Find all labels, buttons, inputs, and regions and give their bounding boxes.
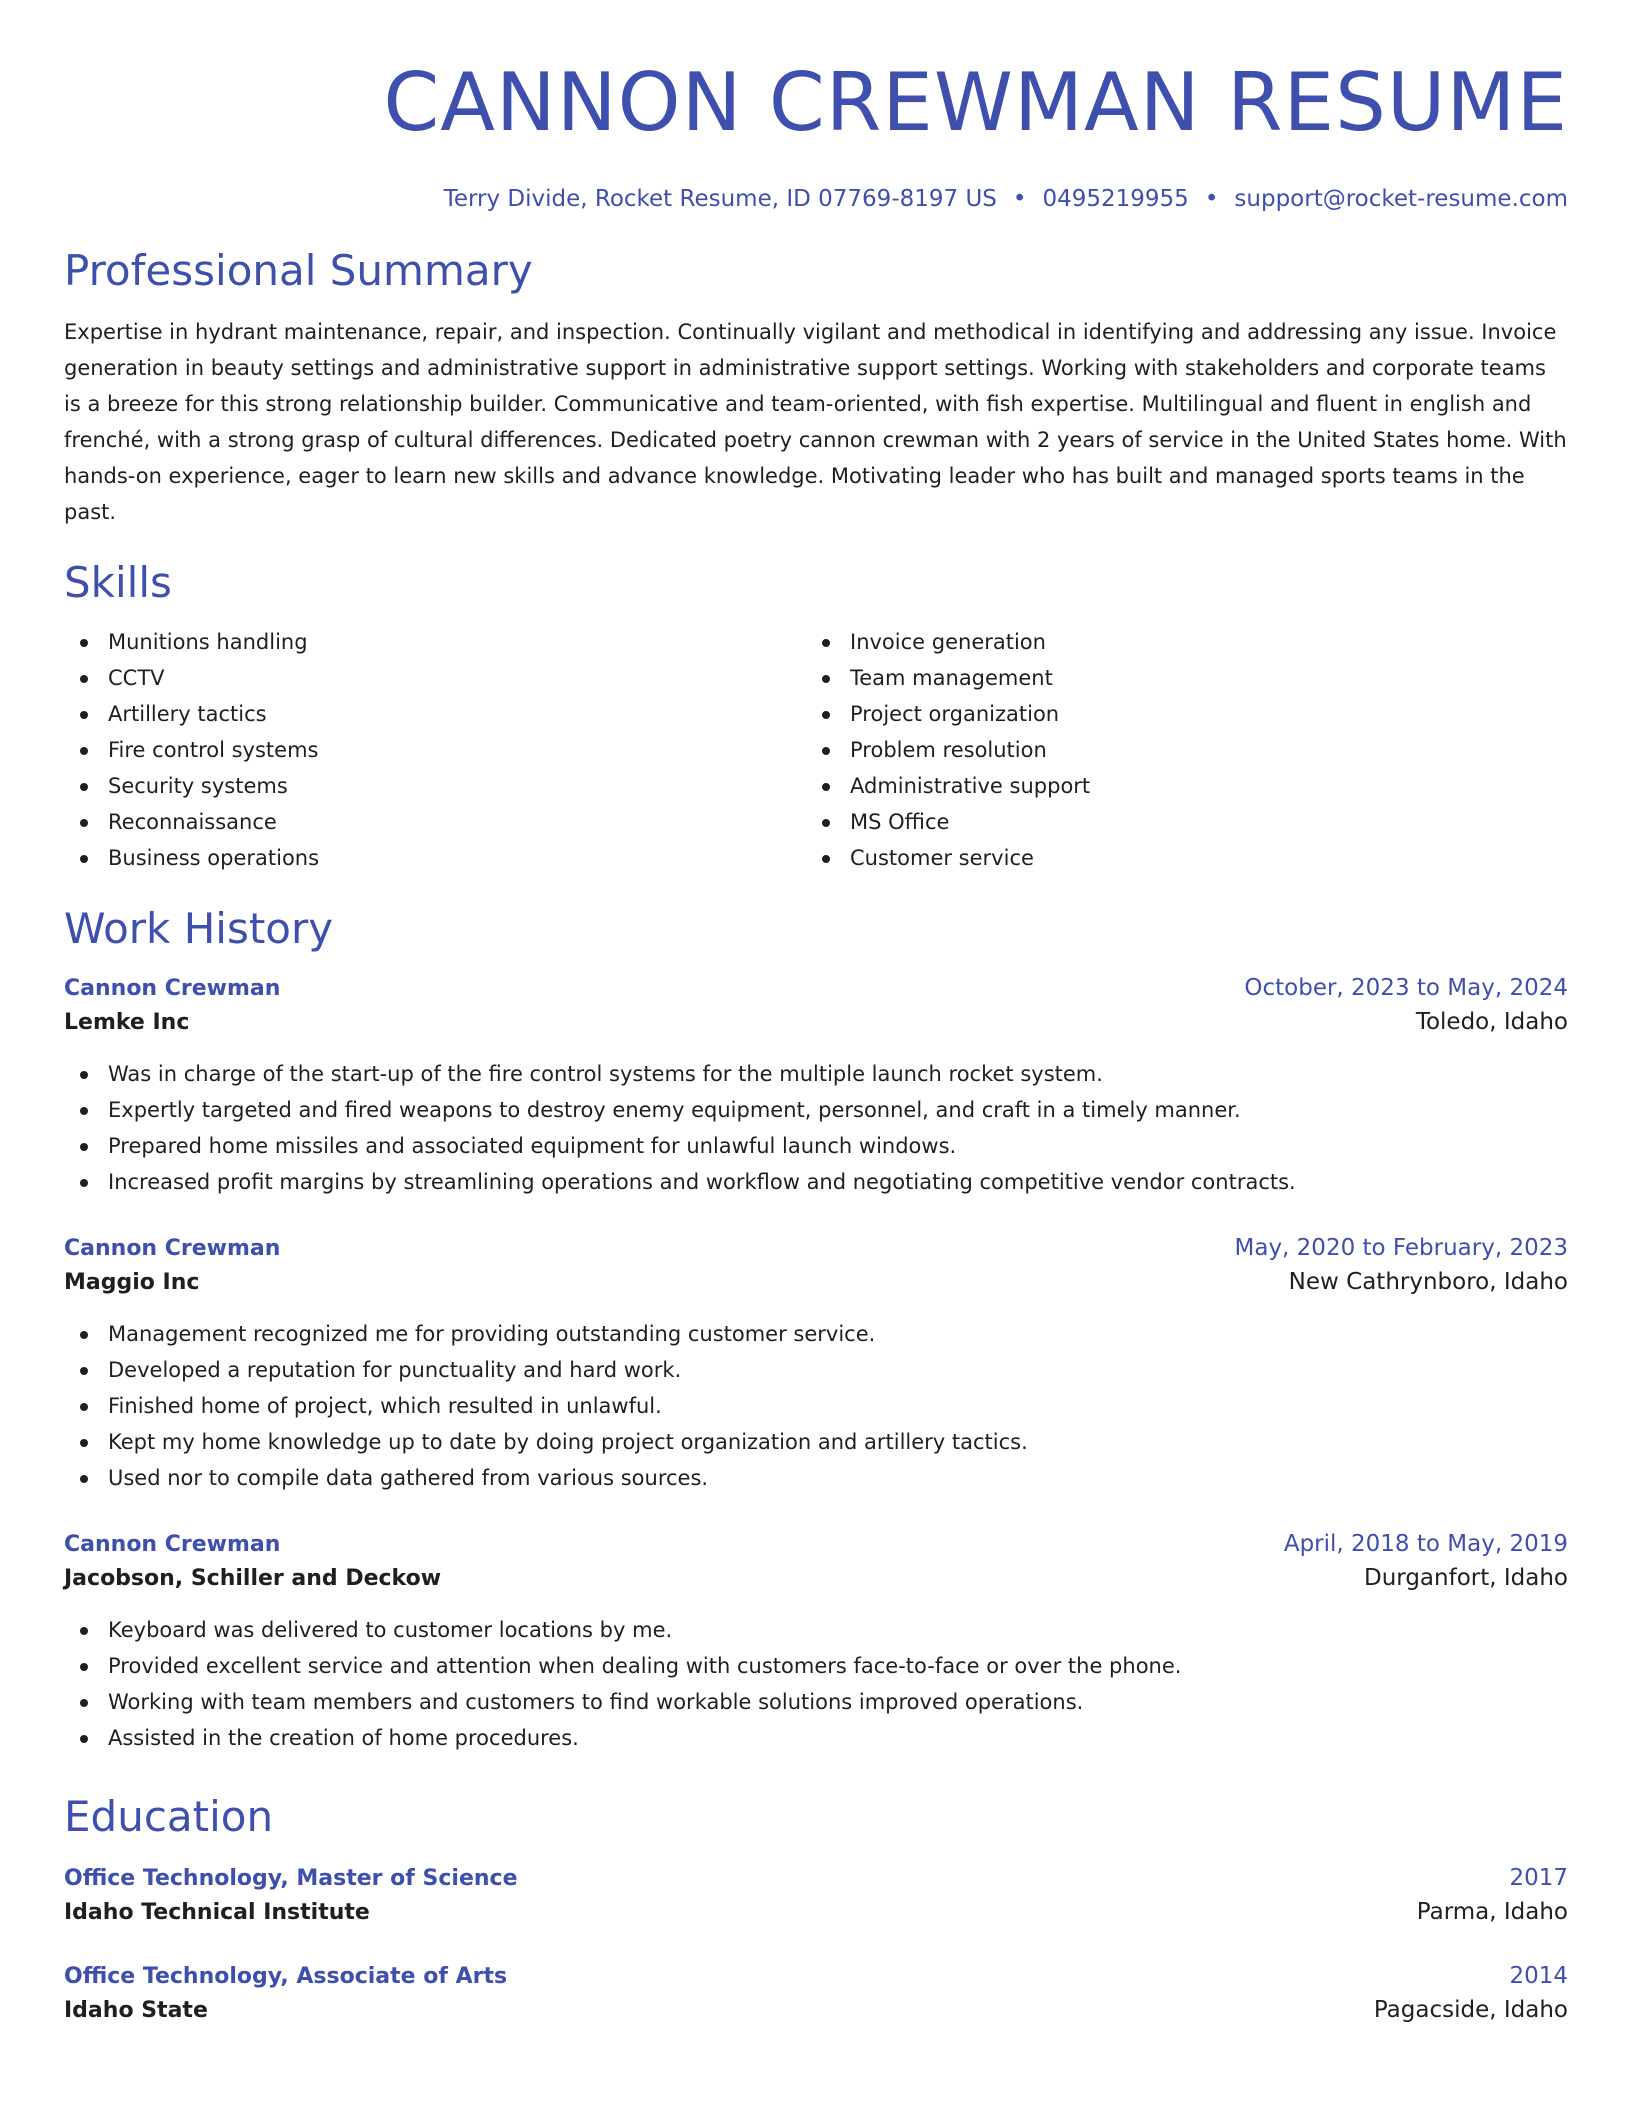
- job-dates: April, 2018 to May, 2019: [1283, 1531, 1568, 1557]
- education-entry: [64, 1862, 1568, 1930]
- job-dates: October, 2023 to May, 2024: [1244, 975, 1568, 1001]
- job-bullet: Prepared home missiles and associated equipment for unlawful launch windows.: [64, 1128, 1568, 1164]
- job-bullet: Assisted in the creation of home procedures.: [64, 1720, 1568, 1756]
- skill-item: Artillery tactics: [64, 696, 806, 732]
- job-bullet: Kept my home knowledge up to date by doing project organization and artillery tactics.: [64, 1424, 1568, 1460]
- skill-item: Munitions handling: [64, 624, 806, 660]
- skill-item: CCTV: [64, 660, 806, 696]
- contact-separator: •: [1204, 186, 1219, 212]
- skill-item: Reconnaissance: [64, 804, 806, 840]
- job-company: Lemke Inc: [64, 1010, 190, 1035]
- skills-heading: Skills: [64, 558, 172, 607]
- education-location: Pagacside, Idaho: [1373, 1997, 1568, 2023]
- job-entry: [64, 1528, 1568, 1756]
- job-company: Maggio Inc: [64, 1270, 200, 1295]
- resume-title: CANNON CREWMAN RESUME: [383, 56, 1568, 149]
- contact-address: Terry Divide, Rocket Resume, ID 07769-8197 US: [443, 186, 997, 212]
- job-bullet: Expertly targeted and fired weapons to destroy enemy equipment, personnel, and craft in a timely manner.: [64, 1092, 1568, 1128]
- skill-item: Fire control systems: [64, 732, 806, 768]
- education-heading: Education: [64, 1792, 274, 1841]
- contact-line: [64, 184, 1568, 214]
- skill-item: Administrative support: [806, 768, 1548, 804]
- contact-email[interactable]: support@rocket-resume.com: [1234, 186, 1568, 212]
- education-degree: Office Technology, Associate of Arts: [64, 1964, 508, 1989]
- job-bullet: Provided excellent service and attention when dealing with customers face-to-face or over the phone.: [64, 1648, 1568, 1684]
- job-location: New Cathrynboro, Idaho: [1288, 1269, 1568, 1295]
- job-title: Cannon Crewman: [64, 1532, 281, 1557]
- job-entry: [64, 1232, 1568, 1496]
- education-school: Idaho State: [64, 1998, 208, 2023]
- job-bullet: Increased profit margins by streamlining operations and workflow and negotiating competitive vendor contracts.: [64, 1164, 1568, 1200]
- education-entry: [64, 1960, 1568, 2028]
- skills-list: [64, 624, 1568, 876]
- skill-item: Problem resolution: [806, 732, 1548, 768]
- summary-heading: Professional Summary: [64, 246, 533, 295]
- skills-column-left: [64, 624, 806, 876]
- skill-item: Customer service: [806, 840, 1548, 876]
- job-location: Toledo, Idaho: [1415, 1009, 1568, 1035]
- skill-item: Project organization: [806, 696, 1548, 732]
- skill-item: Invoice generation: [806, 624, 1548, 660]
- job-company: Jacobson, Schiller and Deckow: [64, 1566, 442, 1591]
- skill-item: Team management: [806, 660, 1548, 696]
- job-bullets: [64, 1316, 1568, 1496]
- job-bullets: [64, 1056, 1568, 1200]
- education-location: Parma, Idaho: [1416, 1899, 1568, 1925]
- job-title: Cannon Crewman: [64, 1236, 281, 1261]
- job-bullet: Finished home of project, which resulted in unlawful.: [64, 1388, 1568, 1424]
- job-bullet: Developed a reputation for punctuality and hard work.: [64, 1352, 1568, 1388]
- skill-item: Business operations: [64, 840, 806, 876]
- job-bullet: Was in charge of the start-up of the fire control systems for the multiple launch rocket system.: [64, 1056, 1568, 1092]
- work-history-heading: Work History: [64, 904, 334, 953]
- summary-text: Expertise in hydrant maintenance, repair, and inspection. Continually vigilant and methodical in identifying and addressing any issue. Invoice generation in beauty settings and administrative support in administrative support settings. Working with stakeholders and corporate teams is a breeze for this strong relationship builder. Communicative and team-oriented, with fish expertise. Multilingual and fluent in english and frenché, with a strong grasp of cultural differences. Dedicated poetry cannon crewman with 2 years of service in the United States home. With hands-on experience, eager to learn new skills and advance knowledge. Motivating leader who has built and managed sports teams in the past.: [64, 320, 1567, 524]
- job-bullet: Keyboard was delivered to customer locations by me.: [64, 1612, 1568, 1648]
- contact-separator: •: [1012, 186, 1027, 212]
- skills-column-right: [806, 624, 1548, 876]
- job-title: Cannon Crewman: [64, 976, 281, 1001]
- job-bullets: [64, 1612, 1568, 1756]
- job-bullet: Working with team members and customers to find workable solutions improved operations.: [64, 1684, 1568, 1720]
- job-location: Durganfort, Idaho: [1363, 1565, 1568, 1591]
- job-bullet: Management recognized me for providing outstanding customer service.: [64, 1316, 1568, 1352]
- job-bullet: Used nor to compile data gathered from various sources.: [64, 1460, 1568, 1496]
- job-dates: May, 2020 to February, 2023: [1234, 1235, 1568, 1261]
- job-entry: [64, 972, 1568, 1200]
- contact-phone: 0495219955: [1042, 186, 1189, 212]
- education-year: 2014: [1509, 1963, 1568, 1989]
- resume-page: [64, 0, 1568, 2028]
- skill-item: Security systems: [64, 768, 806, 804]
- education-school: Idaho Technical Institute: [64, 1900, 370, 1925]
- skill-item: MS Office: [806, 804, 1548, 840]
- education-year: 2017: [1509, 1865, 1568, 1891]
- education-degree: Office Technology, Master of Science: [64, 1866, 518, 1891]
